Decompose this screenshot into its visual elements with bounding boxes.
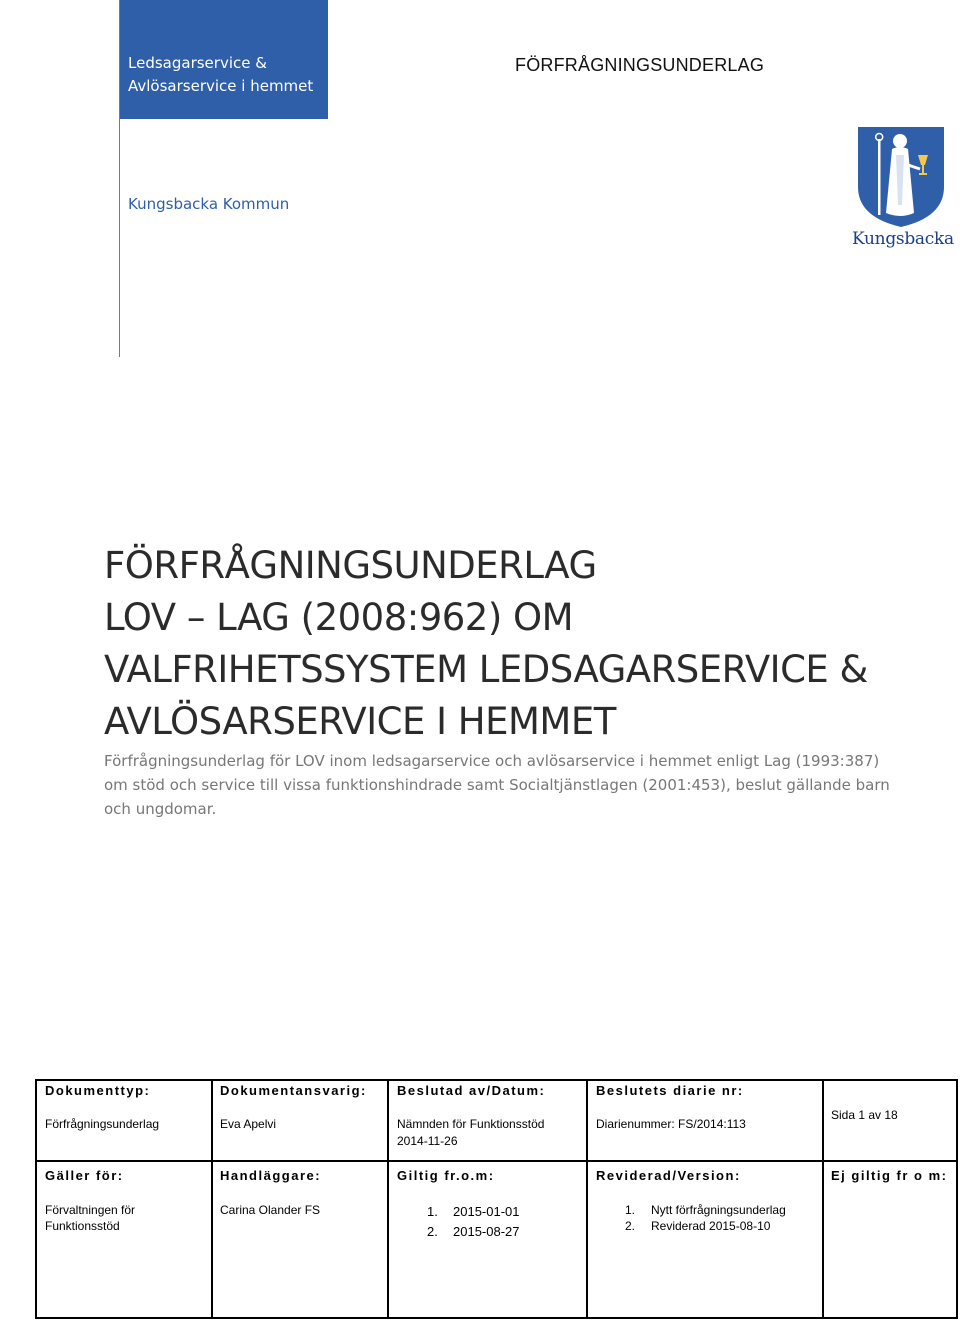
list-item: 2. 2015-08-27 (427, 1224, 520, 1239)
beslutad-date: 2014-11-26 (397, 1134, 458, 1148)
ej-giltig-label: Ej giltig fr o m: (831, 1168, 948, 1183)
document-title (104, 540, 924, 748)
reviderad-list (625, 1202, 786, 1234)
column-divider (211, 1081, 213, 1317)
logo-wordmark: Kungsbacka (852, 229, 954, 249)
dokumenttyp-label: Dokumenttyp: (45, 1083, 151, 1098)
column-divider (822, 1081, 824, 1317)
galler-for-label: Gäller för: (45, 1168, 124, 1183)
coat-of-arms-icon (852, 125, 950, 229)
organization-name: Kungsbacka Kommun (128, 195, 290, 213)
giltig-list (427, 1202, 520, 1242)
dokumenttyp-value: Förfrågningsunderlag (45, 1117, 160, 1131)
title-line: VALFRIHETSSYSTEM LEDSAGARSERVICE & (104, 648, 868, 691)
title-line: AVLÖSARSERVICE I HEMMET (104, 700, 616, 743)
header-doc-label: FÖRFRÅGNINGSUNDERLAG (515, 55, 765, 75)
beslutad-label: Beslutad av/Datum: (397, 1083, 546, 1098)
department-name: Ledsagarservice & Avlösarservice i hemmet (128, 54, 314, 95)
dokumentansvarig-value: Eva Apelvi (220, 1117, 277, 1131)
galler-for-value: Förvaltningen för Funktionsstöd (45, 1203, 136, 1233)
department-banner (120, 0, 328, 119)
dokumentansvarig-label: Dokumentansvarig: (220, 1083, 367, 1098)
row-divider (37, 1160, 956, 1162)
reviderad-label: Reviderad/Version: (596, 1168, 741, 1183)
page-indicator: Sida 1 av 18 (831, 1108, 898, 1122)
list-item: 1. 2015-01-01 (427, 1204, 520, 1219)
document-info-table (35, 1079, 958, 1319)
column-divider (387, 1081, 389, 1317)
title-line: FÖRFRÅGNINGSUNDERLAG (104, 544, 597, 587)
document-subtitle: Förfrågningsunderlag för LOV inom ledsagarservice och avlösarservice i hemmet enligt Lag (1993:387) om stöd och service till vissa funktionshindrade samt Socialtjänstlagen (2001:453), beslut gällande barn och ungdomar. (104, 752, 890, 818)
handlaggare-label: Handläggare: (220, 1168, 322, 1183)
beslutad-body: Nämnden för Funktionsstöd (397, 1117, 545, 1131)
diarie-value: Diarienummer: FS/2014:113 (596, 1117, 746, 1131)
column-divider (586, 1081, 588, 1317)
list-item: 2. Reviderad 2015-08-10 (625, 1219, 771, 1233)
kungsbacka-logo (852, 125, 954, 255)
list-item: 1. Nytt förfrågningsunderlag (625, 1203, 786, 1217)
giltig-label: Giltig fr.o.m: (397, 1168, 495, 1183)
diarie-label: Beslutets diarie nr: (596, 1083, 744, 1098)
handlaggare-value: Carina Olander FS (220, 1203, 321, 1217)
title-line: LOV – LAG (2008:962) OM (104, 596, 574, 639)
header-divider (119, 0, 120, 357)
